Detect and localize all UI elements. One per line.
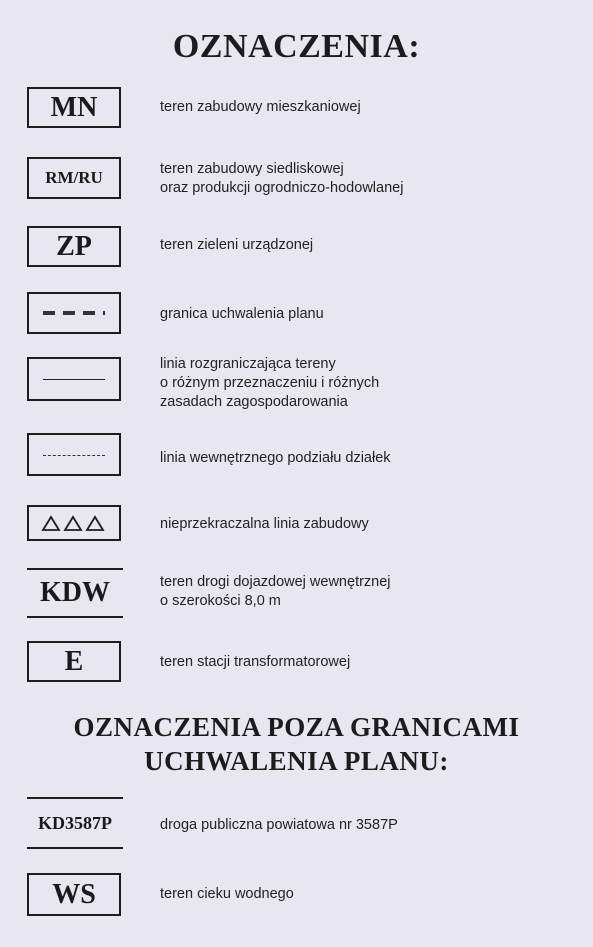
- plan-boundary-dash-icon: [27, 292, 121, 334]
- desc-zp: [160, 236, 580, 255]
- desc-e: [160, 653, 580, 672]
- symbol-zp: ZP: [27, 226, 121, 267]
- outside-title-line: UCHWALENIA PLANU:: [144, 746, 449, 776]
- desc-ws: [160, 885, 580, 904]
- desc-line: nieprzekraczalna linia zabudowy: [160, 516, 369, 532]
- symbol-rm-ru: RM/RU: [27, 157, 121, 199]
- desc-line: droga publiczna powiatowa nr 3587P: [160, 817, 398, 833]
- desc-building-line: [160, 515, 580, 534]
- dash-line: [43, 311, 105, 315]
- symbol-mn: MN: [27, 87, 121, 128]
- outside-title-line: OZNACZENIA POZA GRANICAMI: [73, 712, 520, 742]
- symbol-bottom-line: [27, 616, 123, 618]
- desc-kdw: [160, 573, 580, 611]
- dashed-line: [43, 455, 105, 456]
- desc-line: linia rozgraniczająca tereny: [160, 356, 336, 372]
- symbol-top-line: [27, 797, 123, 799]
- symbol-bottom-line: [27, 847, 123, 849]
- desc-line: oraz produkcji ogrodniczo-hodowlanej: [160, 180, 404, 196]
- plot-division-dash-icon: [27, 433, 121, 476]
- desc-line: teren stacji transformatorowej: [160, 654, 351, 670]
- desc-mn: [160, 98, 580, 117]
- desc-plot-division: [160, 449, 580, 468]
- desc-line: zasadach zagospodarowania: [160, 394, 348, 410]
- building-line-triangles-icon: [27, 505, 121, 541]
- desc-line: linia wewnętrznego podziału działek: [160, 450, 391, 466]
- symbol-kd3587p-label: KD3587P: [38, 812, 112, 833]
- desc-rm-ru: [160, 160, 580, 198]
- solid-line: [43, 379, 105, 380]
- outside-title: [0, 710, 593, 778]
- desc-line: teren zieleni urządzonej: [160, 237, 314, 253]
- desc-line: granica uchwalenia planu: [160, 306, 324, 322]
- desc-line: teren zabudowy mieszkaniowej: [160, 99, 361, 115]
- desc-line: teren cieku wodnego: [160, 886, 294, 902]
- symbol-top-line: [27, 568, 123, 570]
- dividing-line-icon: [27, 357, 121, 401]
- desc-line: teren zabudowy siedliskowej: [160, 161, 344, 177]
- desc-line: teren drogi dojazdowej wewnętrznej: [160, 574, 391, 590]
- desc-dividing-line: [160, 355, 580, 412]
- desc-plan-boundary: [160, 305, 580, 324]
- desc-line: o szerokości 8,0 m: [160, 593, 281, 609]
- symbol-kdw-label: KDW: [40, 577, 110, 608]
- legend-title: OZNACZENIA:: [172, 28, 421, 65]
- desc-line: o różnym przeznaczeniu i różnych: [160, 375, 380, 391]
- symbol-ws: WS: [27, 873, 121, 916]
- symbol-kdw: [27, 568, 123, 618]
- symbol-kd3587p: [27, 797, 123, 849]
- triangles-icon: [41, 513, 107, 533]
- desc-kd3587p: [160, 816, 580, 835]
- symbol-e: E: [27, 641, 121, 682]
